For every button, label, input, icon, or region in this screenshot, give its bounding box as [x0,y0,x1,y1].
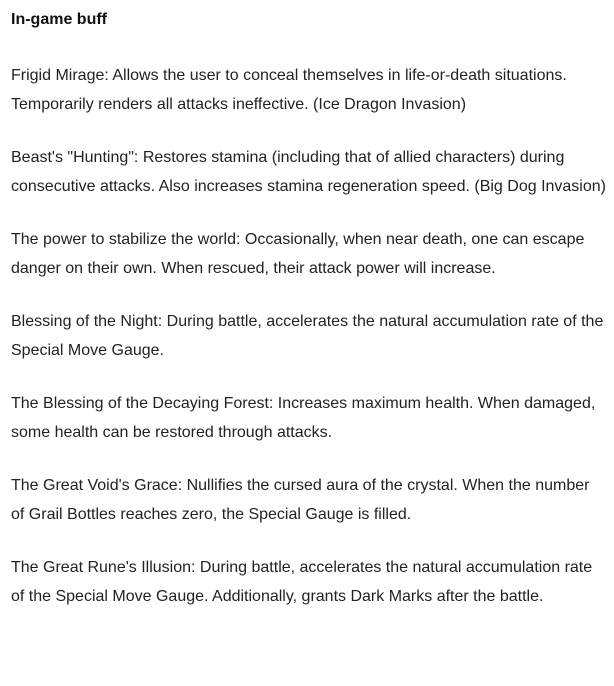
buff-stabilize-world: The power to stabilize the world: Occasionally, when near death, one can escape danger on their own. When rescued, their attack power will increase. [11,231,585,277]
buff-blessing-of-night: Blessing of the Night: During battle, accelerates the natural accumulation rate of the Special Move Gauge. [11,313,604,359]
buff-great-void-grace: The Great Void's Grace: Nullifies the cursed aura of the crystal. When the number of Grail Bottles reaches zero, the Special Gauge is filled. [11,477,590,523]
buff-great-rune-illusion: The Great Rune's Illusion: During battle, accelerates the natural accumulation rate of the Special Move Gauge. Additionally, grants Dark Marks after the battle. [11,559,593,605]
buff-list [11,61,614,611]
buff-beasts-hunting: Beast's "Hunting": Restores stamina (including that of allied characters) during consecutive attacks. Also increases stamina regeneration speed. (Big Dog Invasion) [11,149,606,195]
buff-decaying-forest: The Blessing of the Decaying Forest: Increases maximum health. When damaged, some health can be restored through attacks. [11,395,596,441]
buff-frigid-mirage: Frigid Mirage: Allows the user to conceal themselves in life-or-death situations. Temporarily renders all attacks ineffective. (Ice Dragon Invasion) [11,67,567,113]
section-heading: In-game buff [11,11,107,28]
